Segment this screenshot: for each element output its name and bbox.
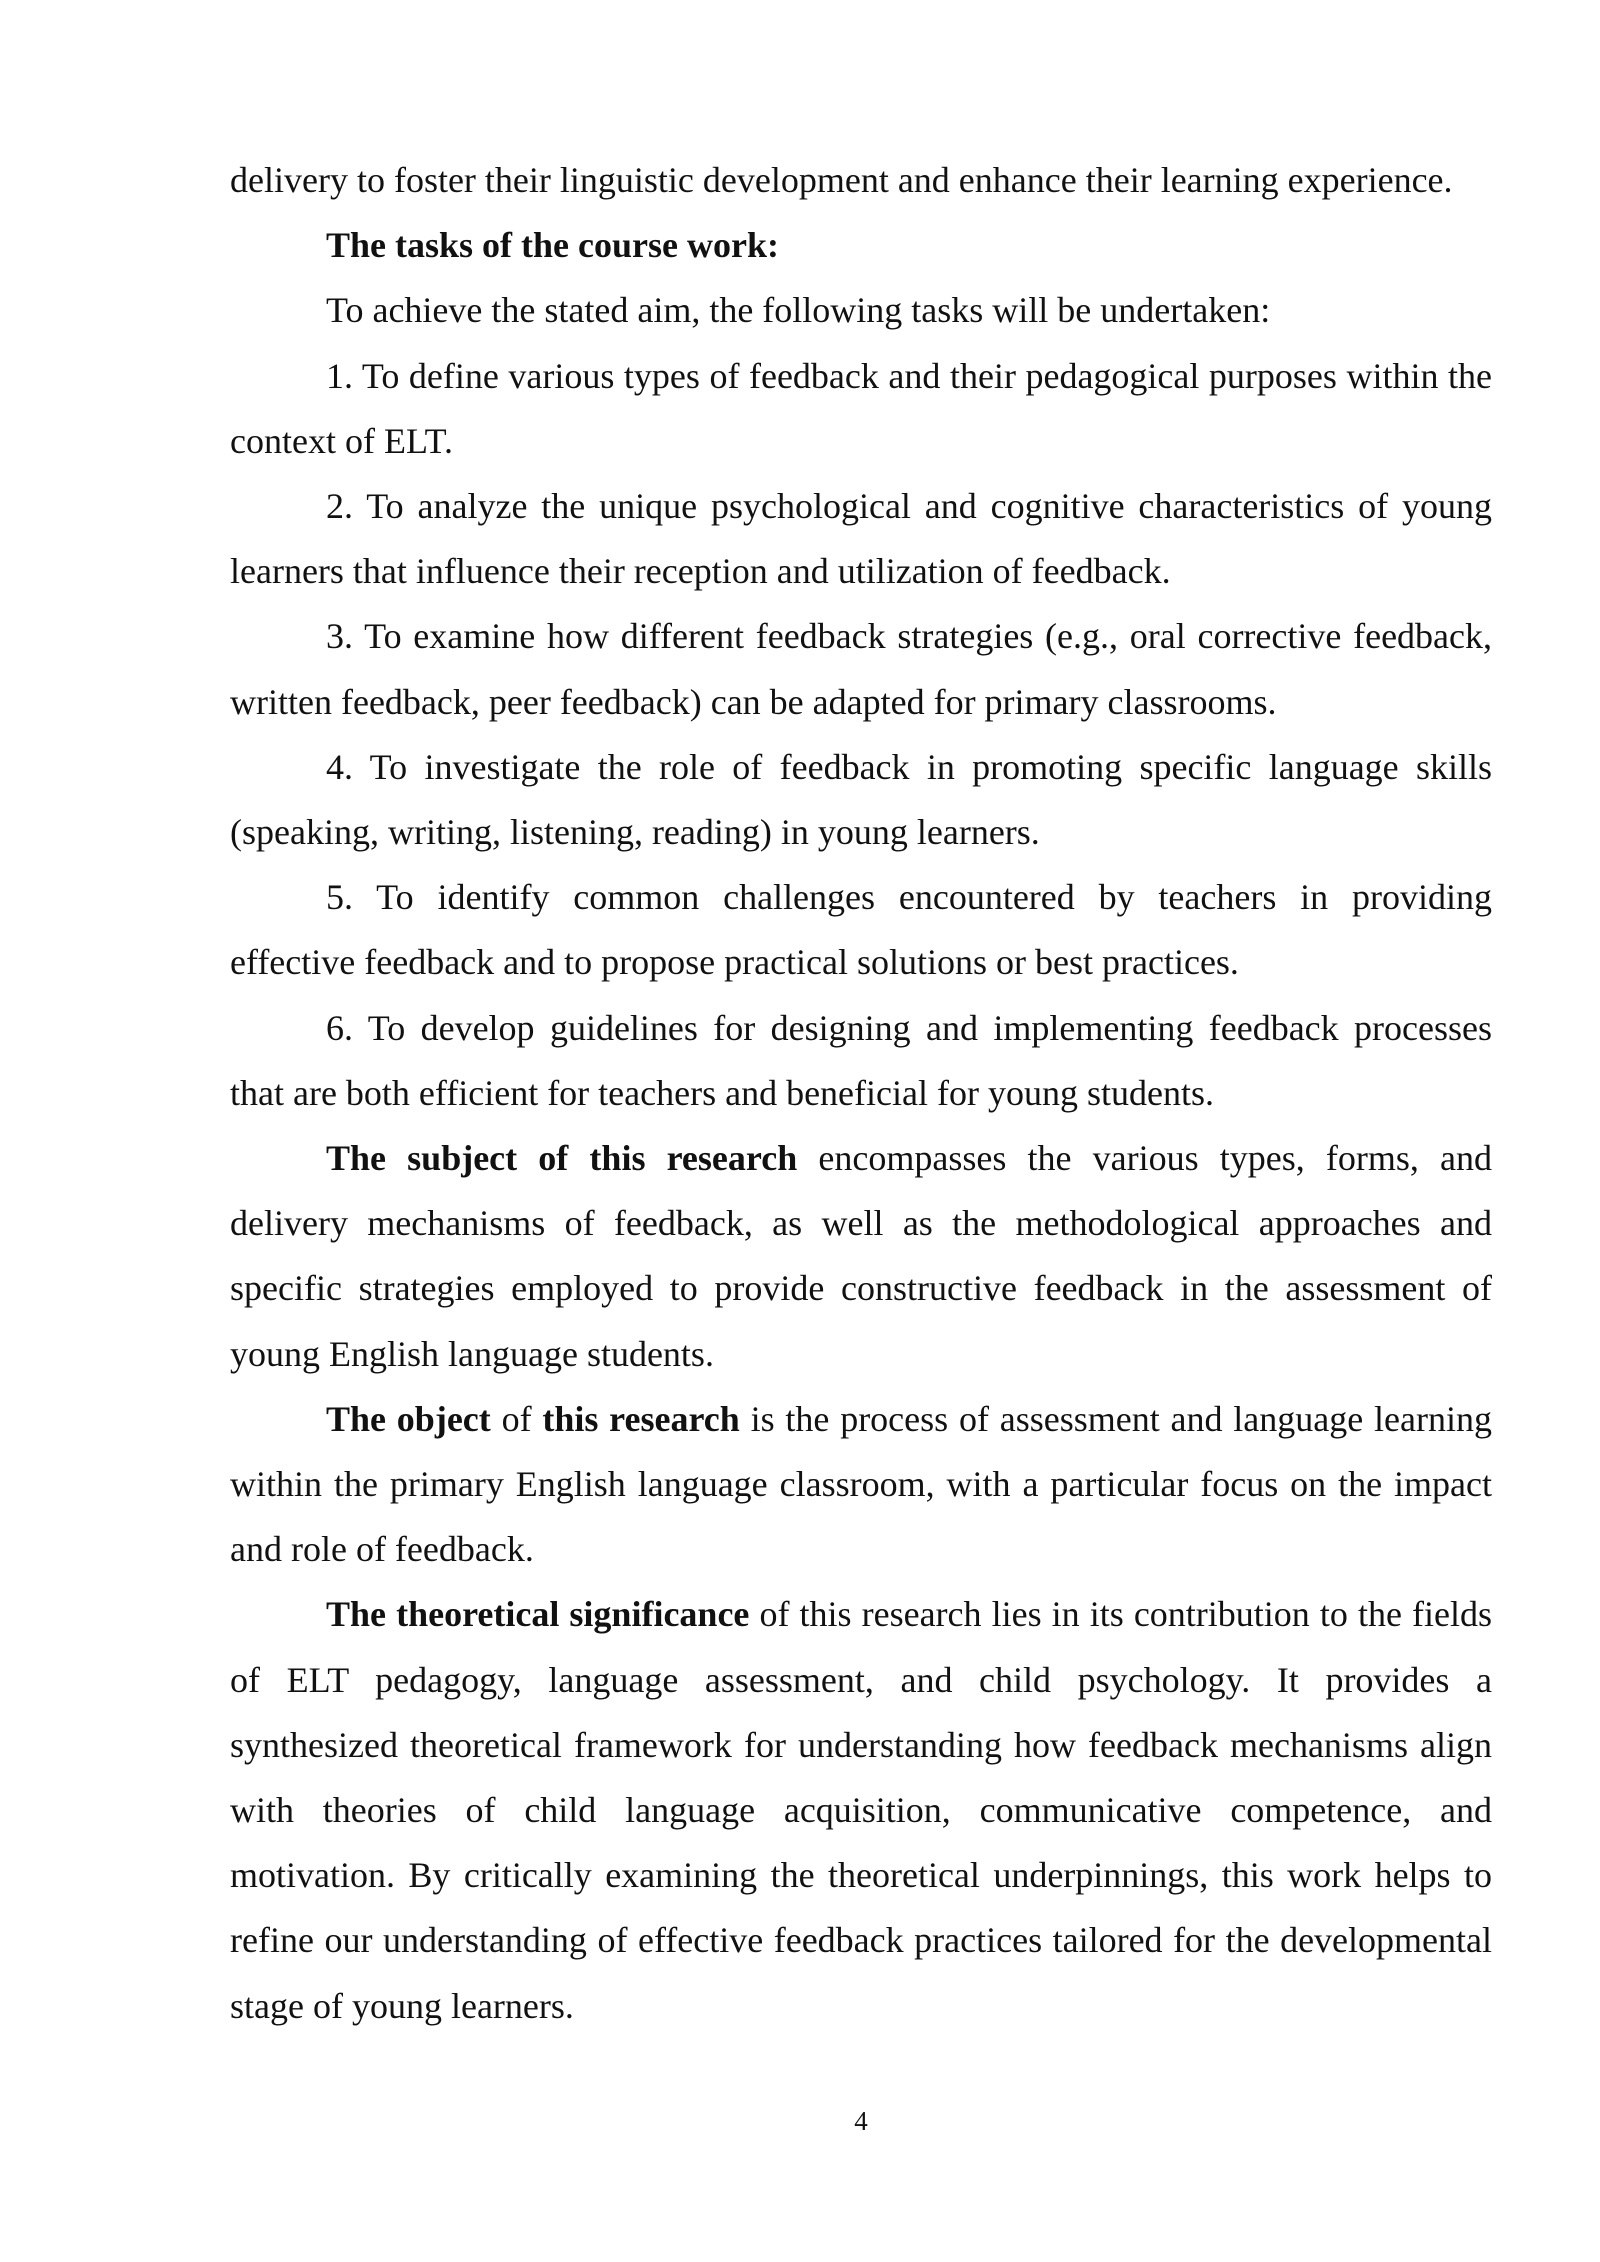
text-run: is the process of assessment and language learning within the primary English language classroom, with a particular focus on the impact and role of feedback. <box>230 1398 1492 1570</box>
paragraph <box>230 604 1492 734</box>
paragraph <box>230 865 1492 995</box>
text-run: 5. To identify common challenges encountered by teachers in providing effective feedback and to propose practical solutions or best practices. <box>230 877 1492 983</box>
text-run: To achieve the stated aim, the following tasks will be undertaken: <box>326 290 1271 331</box>
paragraph <box>230 1582 1492 2038</box>
text-run: of this research lies in its contribution to the fields of ELT pedagogy, language assessment, and child psychology. It provides a synthesized theoretical framework for understanding how feedback mechanisms align with theories of child language acquisition, communicative competence, and motivation. By critically examining the theoretical underpinnings, this work helps to refine our understanding of effective feedback practices tailored for the developmental stage of young learners. <box>230 1594 1492 2026</box>
paragraph <box>230 344 1492 474</box>
bold-run: The object <box>326 1398 491 1439</box>
text-run: 3. To examine how different feedback strategies (e.g., oral corrective feedback, written feedback, peer feedback) can be adapted for primary classrooms. <box>230 616 1492 722</box>
page-number: 4 <box>854 2106 868 2136</box>
text-run: encompasses the various types, forms, and delivery mechanisms of feedback, as well as the methodological approaches and specific strategies employed to provide constructive feedback in the assessment of young English language students. <box>230 1138 1492 1374</box>
bold-run: The theoretical significance <box>326 1594 750 1635</box>
paragraph <box>230 213 1492 278</box>
paragraph <box>230 148 1492 213</box>
body-text <box>230 148 1492 2039</box>
text-run: 1. To define various types of feedback and their pedagogical purposes within the context of ELT. <box>230 355 1492 461</box>
text-run: 6. To develop guidelines for designing and implementing feedback processes that are both efficient for teachers and beneficial for young students. <box>230 1007 1492 1113</box>
bold-run: this research <box>542 1398 740 1439</box>
bold-run: The tasks of the course work: <box>326 225 779 266</box>
text-run: 4. To investigate the role of feedback in promoting specific language skills (speaking, writing, listening, reading) in young learners. <box>230 746 1492 853</box>
bold-run: The subject of this research <box>326 1138 798 1179</box>
paragraph <box>230 474 1492 604</box>
paragraph <box>230 1126 1492 1387</box>
paragraph <box>230 996 1492 1126</box>
paragraph <box>230 1387 1492 1583</box>
paragraph <box>230 278 1492 343</box>
paragraph <box>230 735 1492 865</box>
text-run: of <box>490 1398 543 1439</box>
text-run: delivery to foster their linguistic development and enhance their learning experience. <box>230 160 1453 200</box>
text-run: 2. To analyze the unique psychological and cognitive characteristics of young learners that influence their reception and utilization of feedback. <box>230 486 1492 592</box>
